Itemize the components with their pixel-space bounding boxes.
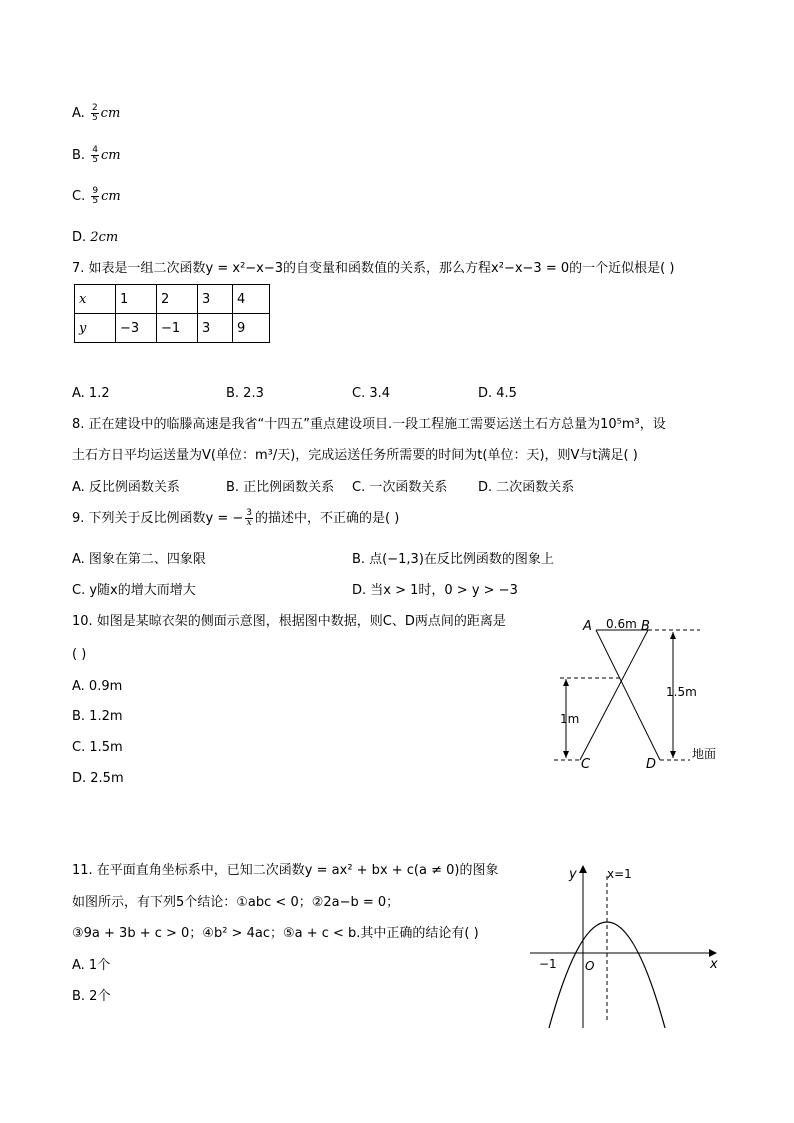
label-height-left: 1m: [560, 712, 580, 726]
q10-option-d: D. 2.5m: [72, 771, 124, 786]
table-cell: y: [75, 314, 116, 343]
table-cell: 4: [233, 285, 270, 314]
label-y-axis: y: [569, 867, 577, 882]
q7-question: 7. 如表是一组二次函数y = x²−x−3的自变量和函数值的关系，那么方程x²−x−3 = 0的一个近似根是( ): [72, 261, 675, 276]
q7-option-a: A. 1.2: [72, 386, 110, 401]
x-axis-arrow: [709, 949, 717, 957]
q8-option-b: B. 正比例函数关系: [226, 480, 335, 495]
q11-option-a: A. 1个: [72, 958, 111, 973]
y-axis-arrow: [579, 865, 587, 873]
q9-option-d: D. 当x > 1时，0 > y > −3: [352, 583, 518, 598]
label-a: A: [583, 619, 592, 634]
q7-value-table: [74, 284, 270, 343]
q11-question-line2: 如图所示，有下列5个结论：①abc < 0；②2a−b = 0；: [72, 895, 400, 910]
label-x-axis: x: [710, 957, 718, 972]
leg-a-to-d: [596, 630, 660, 760]
q7-option-d: D. 4.5: [478, 386, 517, 401]
label-b: B: [641, 619, 650, 634]
q9-option-a: A. 图象在第二、四象限: [72, 552, 206, 567]
parabola-graph: [525, 858, 725, 1033]
label-ground: 地面: [692, 747, 717, 761]
table-cell: 1: [116, 285, 157, 314]
arrowhead: [563, 751, 569, 758]
table-row: [75, 285, 270, 314]
q8-option-c: C. 一次函数关系: [352, 480, 448, 495]
label-height-right: 1.5m: [666, 685, 697, 699]
arrowhead: [563, 679, 569, 686]
arrowhead: [670, 751, 676, 758]
q8-option-d: D. 二次函数关系: [478, 480, 575, 495]
q6-option-a: A. $\frac{2}{5}$ cm: [72, 103, 121, 123]
label-origin: O: [585, 959, 595, 973]
table-cell: −1: [157, 314, 198, 343]
table-cell: 9: [233, 314, 270, 343]
q11-question-line3: ③9a + 3b + c > 0；④b² > 4ac；⑤a + c < b.其中正确的结论有( ): [72, 926, 479, 941]
table-row: [75, 314, 270, 343]
q10-option-b: B. 1.2m: [72, 709, 123, 724]
q10-question-line1: 10. 如图是某晾衣架的侧面示意图，根据图中数据，则C、D两点间的距离是: [72, 614, 506, 629]
q10-question-line2: ( ): [72, 647, 87, 662]
label-neg-one: −1: [539, 957, 557, 971]
clothes-rack-diagram: [540, 612, 740, 782]
q8-option-a: A. 反比例函数关系: [72, 480, 180, 495]
label-top-width: 0.6m: [606, 617, 637, 631]
q8-question-line1: 8. 正在建设中的临滕高速是我省“十四五”重点建设项目.一段工程施工需要运送土石方总量为10⁵m³，设: [72, 417, 666, 432]
q8-question-line2: 土石方日平均运送量为V(单位：m³/天)，完成运送任务所需要的时间为t(单位：天)，则V与t满足( ): [72, 448, 638, 463]
arrowhead: [670, 632, 676, 639]
table-cell: −3: [116, 314, 157, 343]
q9-question: 9. 下列关于反比例函数y = − $\frac{3}{x}$ 的描述中，不正确的是( ): [72, 508, 400, 528]
q11-option-b: B. 2个: [72, 989, 111, 1004]
label-c: C: [581, 757, 591, 772]
q6-option-d: D. 2cm: [72, 230, 119, 245]
table-cell: 3: [198, 285, 233, 314]
leg-b-to-c: [580, 630, 648, 760]
q9-option-c: C. y随x的增大而增大: [72, 583, 196, 598]
q7-option-c: C. 3.4: [352, 386, 391, 401]
q10-option-a: A. 0.9m: [72, 679, 123, 694]
q6-option-b: B. $\frac{4}{5}$ cm: [72, 145, 121, 165]
q9-option-b: B. 点(−1,3)在反比例函数的图象上: [352, 552, 554, 567]
q10-option-c: C. 1.5m: [72, 740, 123, 755]
q11-question-line1: 11. 在平面直角坐标系中，已知二次函数y = ax² + bx + c(a ≠ 0)的图象: [72, 863, 499, 878]
label-symmetry: x=1: [607, 867, 632, 881]
table-cell: x: [75, 285, 116, 314]
q6-option-c: C. $\frac{9}{5}$ cm: [72, 186, 121, 206]
q7-option-b: B. 2.3: [226, 386, 264, 401]
table-cell: 3: [198, 314, 233, 343]
table-cell: 2: [157, 285, 198, 314]
label-d: D: [646, 757, 657, 772]
